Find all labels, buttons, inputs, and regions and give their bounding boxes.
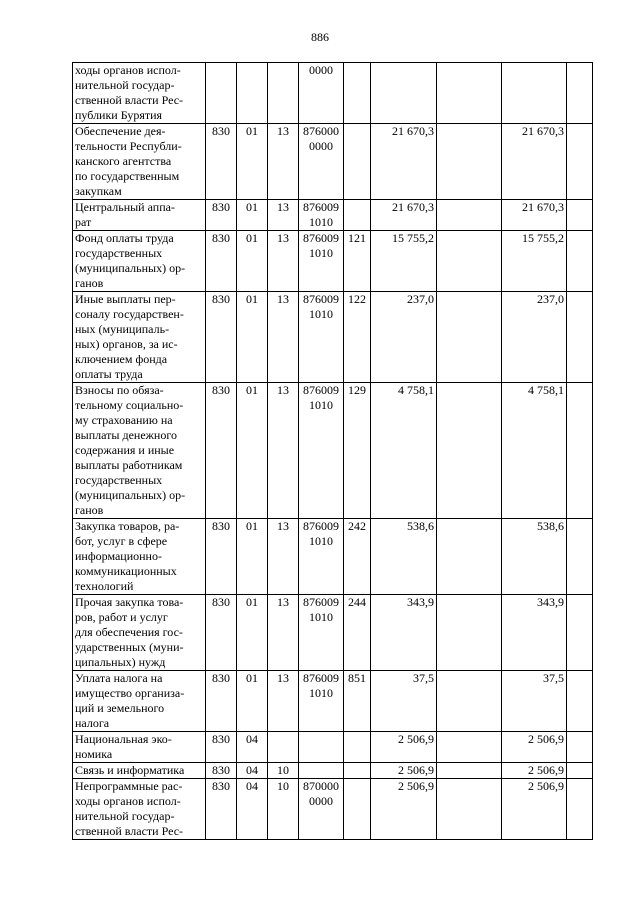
- cell-subsection-code: 13: [268, 595, 299, 671]
- cell-grbs-code: 830: [206, 779, 237, 840]
- cell-extra: [567, 200, 593, 231]
- cell-name: Уплата налога на имущество организа- ций и земельного налога: [73, 671, 206, 732]
- cell-amount: 343,9: [371, 595, 437, 671]
- cell-amount-total: 21 670,3: [502, 200, 567, 231]
- budget-table: [72, 62, 593, 840]
- cell-grbs-code: 830: [206, 383, 237, 519]
- cell-amount: 37,5: [371, 671, 437, 732]
- cell-section-code: 04: [237, 763, 268, 779]
- cell-name: Фонд оплаты труда государственных (муниципальных) ор- ганов: [73, 231, 206, 292]
- cell-amount-total: 2 506,9: [502, 779, 567, 840]
- cell-subsection-code: 10: [268, 763, 299, 779]
- cell-expense-type-code: [344, 200, 371, 231]
- cell-amount: 4 758,1: [371, 383, 437, 519]
- table-row: [73, 231, 593, 292]
- cell-section-code: 01: [237, 595, 268, 671]
- cell-name: Прочая закупка това- ров, работ и услуг для обеспечения гос- ударственных (муни- ципальных) нужд: [73, 595, 206, 671]
- cell-amount-total: 2 506,9: [502, 732, 567, 763]
- cell-amount-change: [437, 200, 502, 231]
- cell-section-code: 04: [237, 779, 268, 840]
- cell-name: ходы органов испол- нительной государ- ственной власти Рес- публики Бурятия: [73, 63, 206, 124]
- cell-section-code: 01: [237, 200, 268, 231]
- cell-amount: 2 506,9: [371, 732, 437, 763]
- cell-subsection-code: [268, 732, 299, 763]
- cell-grbs-code: 830: [206, 519, 237, 595]
- cell-subsection-code: 13: [268, 671, 299, 732]
- cell-amount-total: 237,0: [502, 292, 567, 383]
- table-row: [73, 292, 593, 383]
- cell-target-article-code: 876009 1010: [299, 383, 344, 519]
- cell-subsection-code: [268, 63, 299, 124]
- cell-amount-total: 21 670,3: [502, 124, 567, 200]
- table-row: [73, 383, 593, 519]
- cell-expense-type-code: 851: [344, 671, 371, 732]
- cell-amount: 237,0: [371, 292, 437, 383]
- cell-name: Обеспечение дея- тельности Республи- канского агентства по государственным закупкам: [73, 124, 206, 200]
- cell-section-code: [237, 63, 268, 124]
- cell-target-article-code: 876000 0000: [299, 124, 344, 200]
- cell-expense-type-code: 242: [344, 519, 371, 595]
- cell-amount-change: [437, 519, 502, 595]
- cell-extra: [567, 671, 593, 732]
- cell-extra: [567, 732, 593, 763]
- cell-subsection-code: 13: [268, 124, 299, 200]
- cell-amount: 2 506,9: [371, 763, 437, 779]
- cell-amount: 21 670,3: [371, 124, 437, 200]
- cell-extra: [567, 595, 593, 671]
- table-row: [73, 519, 593, 595]
- cell-subsection-code: 13: [268, 292, 299, 383]
- cell-grbs-code: 830: [206, 124, 237, 200]
- cell-amount-total: 15 755,2: [502, 231, 567, 292]
- cell-amount-total: 37,5: [502, 671, 567, 732]
- cell-expense-type-code: [344, 732, 371, 763]
- cell-section-code: 04: [237, 732, 268, 763]
- cell-expense-type-code: 129: [344, 383, 371, 519]
- cell-grbs-code: 830: [206, 763, 237, 779]
- cell-amount-total: 538,6: [502, 519, 567, 595]
- cell-amount-change: [437, 779, 502, 840]
- cell-section-code: 01: [237, 292, 268, 383]
- cell-subsection-code: 13: [268, 519, 299, 595]
- cell-target-article-code: 0000: [299, 63, 344, 124]
- cell-expense-type-code: 121: [344, 231, 371, 292]
- cell-extra: [567, 519, 593, 595]
- cell-target-article-code: 876009 1010: [299, 200, 344, 231]
- cell-name: Связь и информатика: [73, 763, 206, 779]
- cell-name: Непрограммные рас- ходы органов испол- нительной государ- ственной власти Рес-: [73, 779, 206, 840]
- cell-subsection-code: 13: [268, 383, 299, 519]
- cell-target-article-code: 876009 1010: [299, 292, 344, 383]
- cell-grbs-code: 830: [206, 595, 237, 671]
- cell-extra: [567, 383, 593, 519]
- table-row: [73, 63, 593, 124]
- cell-extra: [567, 231, 593, 292]
- cell-expense-type-code: 244: [344, 595, 371, 671]
- table-row: [73, 595, 593, 671]
- cell-subsection-code: 10: [268, 779, 299, 840]
- cell-expense-type-code: [344, 63, 371, 124]
- table-row: [73, 200, 593, 231]
- cell-target-article-code: [299, 732, 344, 763]
- table-row: [73, 671, 593, 732]
- table-row: [73, 124, 593, 200]
- cell-extra: [567, 292, 593, 383]
- cell-grbs-code: 830: [206, 732, 237, 763]
- cell-name: Центральный аппа- рат: [73, 200, 206, 231]
- cell-grbs-code: [206, 63, 237, 124]
- cell-amount: 2 506,9: [371, 779, 437, 840]
- cell-extra: [567, 763, 593, 779]
- cell-expense-type-code: [344, 763, 371, 779]
- cell-target-article-code: 876009 1010: [299, 231, 344, 292]
- cell-name: Взносы по обяза- тельному социально- му страхованию на выплаты денежного содержания и иные выплаты работникам государственных (муниципальных) ор- ганов: [73, 383, 206, 519]
- table-row: [73, 779, 593, 840]
- cell-amount-total: 2 506,9: [502, 763, 567, 779]
- cell-target-article-code: 870000 0000: [299, 779, 344, 840]
- cell-grbs-code: 830: [206, 671, 237, 732]
- cell-amount-total: 4 758,1: [502, 383, 567, 519]
- table-row: [73, 763, 593, 779]
- cell-expense-type-code: 122: [344, 292, 371, 383]
- table-row: [73, 732, 593, 763]
- cell-amount-change: [437, 231, 502, 292]
- cell-expense-type-code: [344, 779, 371, 840]
- cell-grbs-code: 830: [206, 200, 237, 231]
- cell-section-code: 01: [237, 383, 268, 519]
- cell-amount: [371, 63, 437, 124]
- budget-table-body: [73, 63, 593, 840]
- page-number: 886: [311, 30, 329, 44]
- cell-target-article-code: 876009 1010: [299, 519, 344, 595]
- cell-amount: 538,6: [371, 519, 437, 595]
- cell-section-code: 01: [237, 671, 268, 732]
- cell-amount: 21 670,3: [371, 200, 437, 231]
- cell-name: Национальная эко- номика: [73, 732, 206, 763]
- cell-amount-total: 343,9: [502, 595, 567, 671]
- cell-amount-change: [437, 595, 502, 671]
- cell-grbs-code: 830: [206, 292, 237, 383]
- cell-name: Иные выплаты пер- соналу государствен- ных (муниципаль- ных) органов, за ис- ключением фонда оплаты труда: [73, 292, 206, 383]
- cell-extra: [567, 779, 593, 840]
- cell-target-article-code: 876009 1010: [299, 595, 344, 671]
- cell-grbs-code: 830: [206, 231, 237, 292]
- cell-amount-change: [437, 732, 502, 763]
- cell-amount-change: [437, 63, 502, 124]
- cell-section-code: 01: [237, 519, 268, 595]
- cell-name: Закупка товаров, ра- бот, услуг в сфере информационно- коммуникационных технологий: [73, 519, 206, 595]
- cell-extra: [567, 124, 593, 200]
- cell-subsection-code: 13: [268, 231, 299, 292]
- cell-amount-change: [437, 671, 502, 732]
- cell-target-article-code: 876009 1010: [299, 671, 344, 732]
- cell-subsection-code: 13: [268, 200, 299, 231]
- cell-amount-total: [502, 63, 567, 124]
- cell-target-article-code: [299, 763, 344, 779]
- cell-section-code: 01: [237, 231, 268, 292]
- cell-extra: [567, 63, 593, 124]
- cell-amount-change: [437, 292, 502, 383]
- cell-amount-change: [437, 763, 502, 779]
- cell-amount-change: [437, 124, 502, 200]
- cell-amount-change: [437, 383, 502, 519]
- cell-section-code: 01: [237, 124, 268, 200]
- cell-amount: 15 755,2: [371, 231, 437, 292]
- cell-expense-type-code: [344, 124, 371, 200]
